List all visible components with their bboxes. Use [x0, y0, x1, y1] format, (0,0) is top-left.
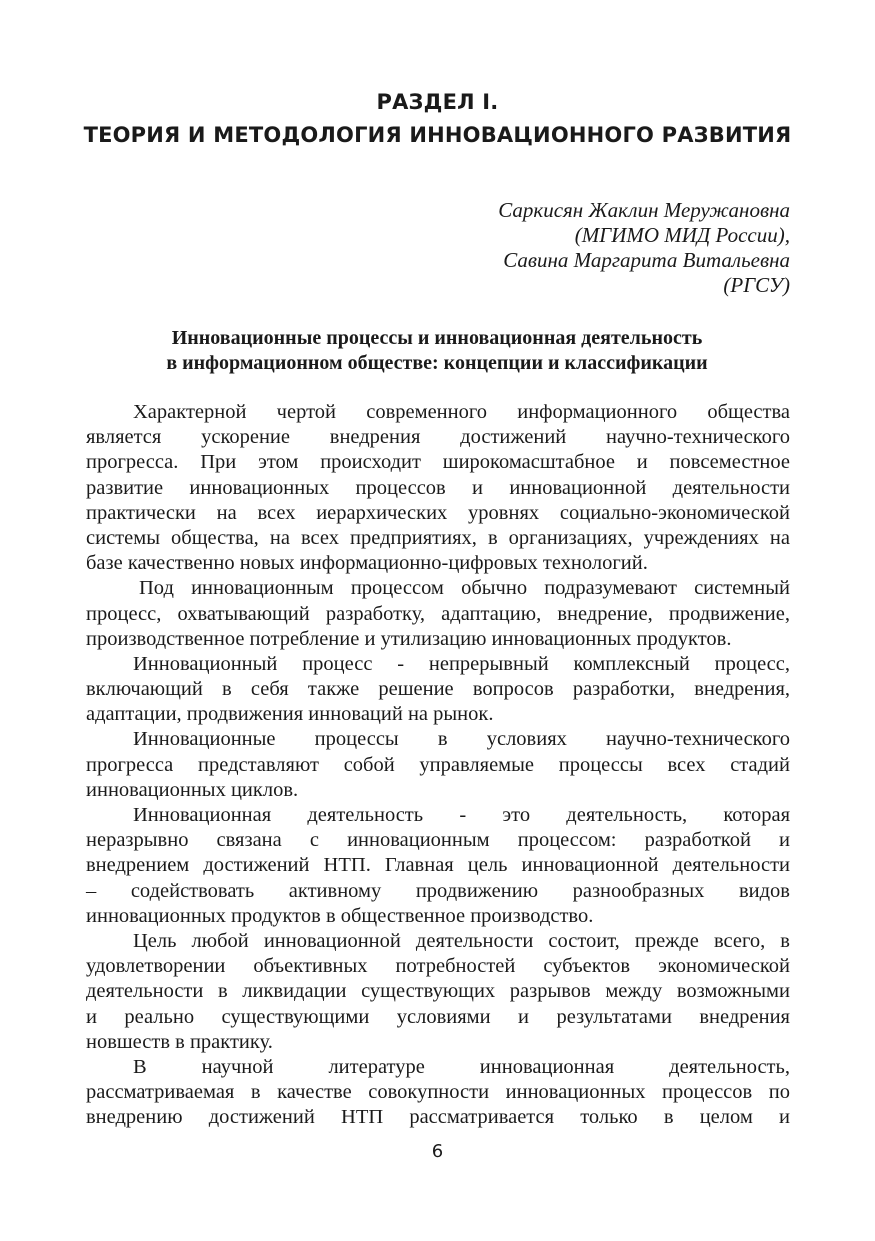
body-line: является ускорение внедрения достижений научно-технического	[86, 426, 790, 449]
author-2-name: Савина Маргарита Витальевна	[503, 248, 790, 272]
body-line: внедрением достижений НТП. Главная цель инновационной деятельности	[86, 854, 790, 877]
author-1-affiliation: (МГИМО МИД России),	[574, 223, 790, 247]
body-line: – содействовать активному продвижению разнообразных видов	[86, 879, 790, 902]
body-line: адаптации, продвижения инноваций на рынок.	[86, 703, 494, 726]
author-2-affiliation: (РГСУ)	[723, 273, 790, 297]
body-line: производственное потребление и утилизацию инновационных продуктов.	[86, 627, 732, 650]
page-number: 6	[431, 1141, 444, 1162]
body-line: прогресса представляют собой управляемые процессы всех стадий	[86, 753, 790, 776]
body-line: развитие инновационных процессов и инновационной деятельности	[86, 476, 790, 499]
body-line: удовлетворении объективных потребностей субъектов экономической	[86, 955, 790, 978]
body-line: Под инновационным процессом обычно подразумевают системный	[139, 577, 790, 600]
body-line: прогресса. При этом происходит широкомасштабное и повсеместное	[86, 451, 790, 474]
author-1-name: Саркисян Жаклин Меружановна	[498, 198, 790, 222]
article-title-line: Инновационные процессы и инновационная деятельность	[171, 327, 703, 349]
body-line: включающий в себя также решение вопросов разработки, внедрения,	[86, 678, 790, 701]
article-title-line: в информационном обществе: концепции и классификации	[166, 352, 708, 374]
body-line: деятельности в ликвидации существующих разрывов между возможными	[86, 980, 790, 1003]
body-line: базе качественно новых информационно-цифровых технологий.	[86, 552, 648, 575]
section-title: ТЕОРИЯ И МЕТОДОЛОГИЯ ИННОВАЦИОННОГО РАЗВИТИЯ	[83, 123, 792, 147]
body-line: Инновационные процессы в условиях научно-технического	[133, 728, 790, 751]
body-line: практически на всех иерархических уровнях социально-экономической	[86, 501, 790, 524]
body-line: инновационных циклов.	[86, 778, 299, 801]
body-line: Инновационная деятельность - это деятельность, которая	[133, 804, 790, 826]
body-line: Цель любой инновационной деятельности состоит, прежде всего, в	[133, 929, 790, 952]
body-line: инновационных продуктов в общественное производство.	[86, 904, 594, 927]
body-line: новшеств в практику.	[86, 1030, 273, 1053]
body-line: процесс, охватывающий разработку, адаптацию, внедрение, продвижение,	[86, 602, 790, 625]
body-line: В научной литературе инновационная деятельность,	[133, 1055, 790, 1078]
body-text	[86, 400, 790, 1130]
authors-block	[498, 198, 790, 298]
section-heading	[60, 86, 815, 152]
body-line: внедрению достижений НТП рассматривается только в целом и	[86, 1106, 790, 1129]
body-line: рассматриваемая в качестве совокупности инновационных процессов по	[86, 1081, 790, 1104]
body-line: Инновационный процесс - непрерывный комплексный процесс,	[133, 652, 790, 675]
section-number: РАЗДЕЛ I.	[376, 90, 499, 114]
body-line: системы общества, на всех предприятиях, в организациях, учреждениях на	[86, 526, 790, 549]
body-line: Характерной чертой современного информационного общества	[133, 401, 790, 423]
article-title	[86, 326, 788, 376]
body-line: неразрывно связана с инновационным процессом: разработкой и	[86, 829, 790, 852]
body-line: и реально существующими условиями и результатами внедрения	[86, 1005, 790, 1028]
